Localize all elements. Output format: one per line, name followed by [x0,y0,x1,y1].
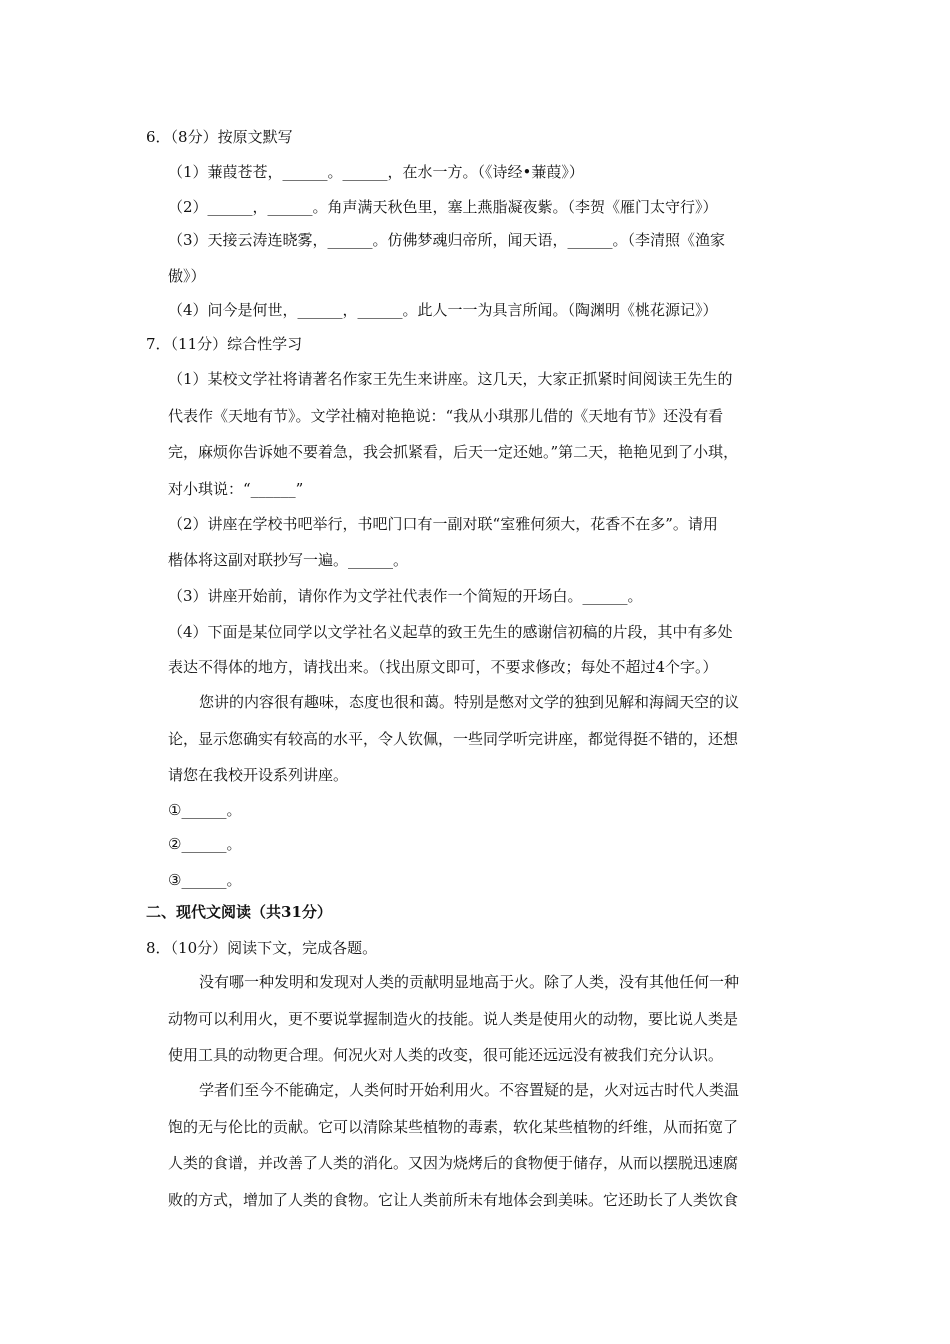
q8-paragraph-line: 饱的无与伦比的贡献。它可以清除某些植物的毒素，软化某些植物的纤维，从而拓宽了 [168,1118,739,1136]
q8-paragraph-line: 动物可以利用火，更不要说掌握制造火的技能。说人类是使用火的动物，要比说人类是 [168,1010,739,1028]
q7-line: （3）讲座开始前，请你作为文学社代表作一个简短的开场白。______。 [168,587,643,605]
q7-line: 对小琪说：“______” [168,480,304,498]
q8-paragraph-line: 人类的食谱，并改善了人类的消化。又因为烧烤后的食物便于储存，从而以摆脱迅速腐 [168,1154,739,1172]
q8-paragraph-line: 学者们至今不能确定，人类何时开始利用火。不容置疑的是，火对远古时代人类温 [199,1081,740,1099]
q7-line: 代表作《天地有节》。文学社楠对艳艳说：“我从小琪那儿借的《天地有节》还没有看 [168,407,724,425]
q7-answer-2: ②______。 [168,835,242,853]
q7-letter-line: 请您在我校开设系列讲座。 [168,766,349,784]
q7-answer-3: ③______。 [168,871,242,889]
q8-title: 8．（10分）阅读下文，完成各题。 [146,939,378,957]
q7-letter-line: 您讲的内容很有趣味，态度也很和蔼。特别是憋对文学的独到见解和海阔天空的议 [199,693,740,711]
q7-answer-1: ①______。 [168,801,242,819]
q7-title: 7．（11分）综合性学习 [146,335,303,353]
q7-line: 完，麻烦你告诉她不要着急，我会抓紧看，后天一定还她。”第二天，艳艳见到了小琪， [168,443,739,461]
q7-line: （1）某校文学社将请著名作家王先生来讲座。这几天，大家正抓紧时间阅读王先生的 [168,370,733,388]
q6-item-4: （4）问今是何世，______，______。此人一一为具言所闻。（陶渊明《桃花源记》） [168,301,718,319]
q8-paragraph-line: 使用工具的动物更合理。何况火对人类的改变，很可能还远远没有被我们充分认识。 [168,1046,724,1064]
q6-item-3-cont: 傲》） [168,267,206,285]
q7-line: （4）下面是某位同学以文学社名义起草的致王先生的感谢信初稿的片段，其中有多处 [168,623,733,641]
q6-item-2: （2）______，______。角声满天秋色里，塞上燕脂凝夜紫。（李贺《雁门太守行》） [168,198,718,216]
q7-line: 楷体将这副对联抄写一遍。______。 [168,551,409,569]
q8-paragraph-line: 败的方式，增加了人类的食物。它让人类前所未有地体会到美味。它还助长了人类饮食 [168,1191,739,1209]
q6-item-1: （1）蒹葭苍苍，______。______，在水一方。（《诗经•蒹葭》） [168,163,584,181]
q7-letter-line: 论，显示您确实有较高的水平，令人钦佩，一些同学听完讲座，都觉得挺不错的，还想 [168,730,739,748]
section-2-heading: 二、现代文阅读（共31分） [146,903,332,921]
q7-line: 表达不得体的地方，请找出来。（找出原文即可，不要求修改；每处不超过4个字。） [168,658,718,676]
q6-item-3: （3）天接云涛连晓雾，______。仿佛梦魂归帝所，闻天语，______。（李清照《渔家 [168,231,726,249]
q6-title: 6．（8分）按原文默写 [146,128,293,146]
q7-line: （2）讲座在学校书吧举行，书吧门口有一副对联“室雅何须大，花香不在多”。请用 [168,515,718,533]
q8-paragraph-line: 没有哪一种发明和发现对人类的贡献明显地高于火。除了人类，没有其他任何一种 [199,973,740,991]
